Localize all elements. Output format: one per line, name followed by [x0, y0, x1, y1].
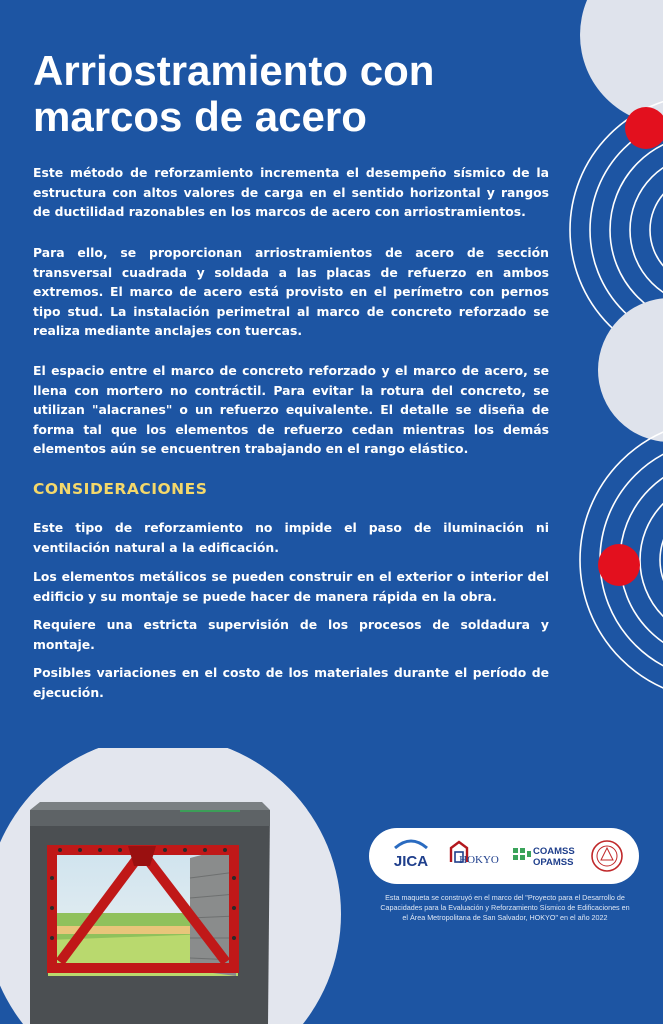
hokyo-logo-text: HOKYO [459, 854, 499, 866]
intro-paragraph: Este método de reforzamiento incrementa el desempeño sísmico de la estructura con altos valores de carga en el sentido horizontal y rangos de ductilidad razonables en los marcos de acero con arriostramientos. [33, 165, 549, 219]
consideration-item: Este tipo de reforzamiento no impide el paso de iluminación ni ventilación natural a la edificación. [33, 520, 549, 555]
jica-logo [387, 828, 435, 884]
seal-icon [589, 836, 625, 876]
consideration-item: Posibles variaciones en el costo de los materiales durante el período de ejecución. [33, 665, 549, 700]
details-paragraph: Para ello, se proporcionan arriostramientos de acero de sección transversal cuadrada y soldada a las placas de refuerzo en ambos extremos. El marco de acero está provisto en el perímetro con pernos tipo stud. La instalación perimetral al marco de concreto reforzado se realiza mediante anclajes con tuercas. [33, 245, 549, 338]
project-credit-text: Esta maqueta se construyó en el marco del "Proyecto para el Desarrollo de Capacidades para la Evaluación y Reforzamiento Sísmico de Edificaciones en el Área Metropolitana de San Salvador, HOKYO" en el año 2022 [380, 893, 630, 922]
red-dot-bottom [598, 544, 640, 586]
consideration-item: Los elementos metálicos se pueden construir en el exterior o interior del edificio y su montaje se puede hacer de manera rápida en la obra. [33, 569, 549, 604]
consideration-item: Requiere una estricta supervisión de los procesos de soldadura y montaje. [33, 617, 549, 652]
considerations-heading: CONSIDERACIONES [33, 480, 208, 498]
university-seal-logo [587, 828, 627, 884]
jica-logo-mark [387, 836, 435, 876]
partner-logos-bar [369, 828, 639, 884]
jica-logo-text: JICA [393, 853, 429, 870]
steel-frame-model-image [0, 748, 345, 1024]
opamss-logo-text: OPAMSS [533, 857, 574, 868]
coamss-logo-text: COAMSS [533, 846, 575, 857]
mortar-paragraph: El espacio entre el marco de concreto reforzado y el marco de acero, se llena con mortero no contráctil. Para evitar la rotura del concreto, se utilizan "alacranes" o un refuerzo equivalente. El detalle se diseña de forma tal que los elementos de refuerzo cedan mientras los demás elementos aún se encuentren trabajando en el rango elástico. [33, 363, 549, 456]
middle-light-circle [598, 298, 663, 442]
hokyo-logo [443, 828, 505, 884]
coamss-opamss-logo [511, 828, 583, 884]
page-title: Arriostramiento con marcos de acero [33, 47, 435, 140]
coamss-logo-mark [511, 836, 583, 876]
hokyo-logo-mark [443, 836, 505, 876]
